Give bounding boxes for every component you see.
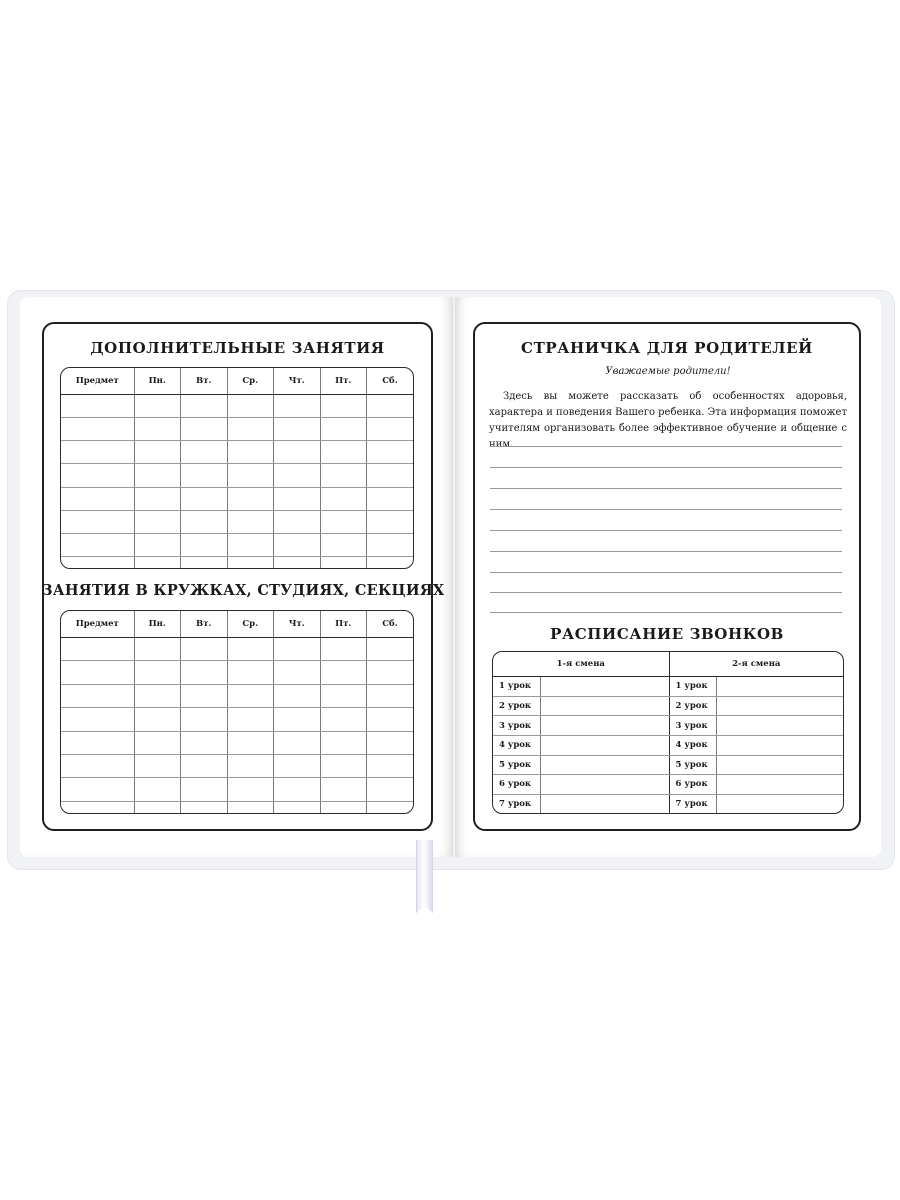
col-fri: Пт. xyxy=(320,611,367,638)
table-row xyxy=(61,533,413,556)
lesson-label: 7 урок xyxy=(493,794,540,813)
lesson-time-cell xyxy=(716,775,843,795)
clubs-table xyxy=(60,610,414,814)
table-row xyxy=(61,556,413,568)
lesson-label: 5 урок xyxy=(493,755,540,775)
table-row xyxy=(61,661,413,684)
lesson-time-cell xyxy=(540,716,669,736)
writing-line xyxy=(490,612,842,613)
lesson-time-cell xyxy=(540,677,669,697)
writing-line xyxy=(490,467,842,468)
table-row xyxy=(493,775,843,795)
col-thu: Чт. xyxy=(274,611,321,638)
col-sat: Сб. xyxy=(367,368,414,395)
table-row xyxy=(61,638,413,661)
lesson-label: 4 урок xyxy=(493,735,540,755)
table-row xyxy=(61,395,413,418)
parents-page-title: СТРАНИЧКА ДЛЯ РОДИТЕЛЕЙ xyxy=(521,339,813,357)
lesson-label: 6 урок xyxy=(493,775,540,795)
lesson-label: 3 урок xyxy=(669,716,716,736)
table-row xyxy=(493,794,843,813)
bookmark-ribbon xyxy=(416,840,433,913)
lesson-label: 2 урок xyxy=(493,696,540,716)
table-row xyxy=(61,754,413,777)
writing-line xyxy=(490,592,842,593)
table-row xyxy=(61,487,413,510)
table-header-row xyxy=(61,368,413,395)
writing-line xyxy=(490,488,842,489)
col-mon: Пн. xyxy=(134,368,181,395)
intro-paragraph: Здесь вы можете рассказать об особенностях адоровья, характера и поведения Вашего ребенка. Эта информация поможет учителям организовать более эффективное обучение и общение с ним. xyxy=(489,391,847,450)
extra-classes-title: ДОПОЛНИТЕЛЬНЫЕ ЗАНЯТИЯ xyxy=(90,339,385,357)
table-row xyxy=(493,755,843,775)
col-wed: Ср. xyxy=(227,368,274,395)
lesson-time-cell xyxy=(540,696,669,716)
writing-line xyxy=(490,509,842,510)
lesson-time-cell xyxy=(540,735,669,755)
table-row xyxy=(61,708,413,731)
table-row xyxy=(493,735,843,755)
col-thu: Чт. xyxy=(274,368,321,395)
lesson-time-cell xyxy=(540,755,669,775)
writing-line xyxy=(490,530,842,531)
writing-line xyxy=(490,446,842,447)
table-row xyxy=(61,510,413,533)
table-row xyxy=(61,778,413,801)
col-tue: Вт. xyxy=(181,368,228,395)
table-row xyxy=(493,716,843,736)
table-row xyxy=(493,677,843,697)
greeting-text: Уважаемые родители! xyxy=(605,366,731,377)
table-header-row xyxy=(61,611,413,638)
col-subject: Предмет xyxy=(61,611,134,638)
table-row xyxy=(61,684,413,707)
col-sat: Сб. xyxy=(367,611,414,638)
bells-schedule-table xyxy=(492,651,844,814)
bells-schedule-title: РАСПИСАНИЕ ЗВОНКОВ xyxy=(550,625,784,643)
lesson-label: 1 урок xyxy=(669,677,716,697)
table-row xyxy=(493,696,843,716)
lesson-label: 5 урок xyxy=(669,755,716,775)
col-mon: Пн. xyxy=(134,611,181,638)
extra-classes-table xyxy=(60,367,414,569)
lesson-time-cell xyxy=(540,794,669,813)
lesson-label: 3 урок xyxy=(493,716,540,736)
table-row xyxy=(61,418,413,441)
table-row xyxy=(61,801,413,813)
table-header-row xyxy=(493,652,843,677)
col-fri: Пт. xyxy=(320,368,367,395)
writing-line xyxy=(490,551,842,552)
table-row xyxy=(61,441,413,464)
lesson-time-cell xyxy=(716,755,843,775)
lesson-time-cell xyxy=(716,696,843,716)
lesson-time-cell xyxy=(716,735,843,755)
lesson-label: 1 урок xyxy=(493,677,540,697)
lesson-time-cell xyxy=(540,775,669,795)
lesson-time-cell xyxy=(716,794,843,813)
writing-line xyxy=(490,572,842,573)
col-tue: Вт. xyxy=(181,611,228,638)
table-row xyxy=(61,731,413,754)
shift-2-header: 2-я смена xyxy=(669,652,843,677)
lesson-label: 2 урок xyxy=(669,696,716,716)
shift-1-header: 1-я смена xyxy=(493,652,669,677)
lesson-time-cell xyxy=(716,716,843,736)
lesson-label: 6 урок xyxy=(669,775,716,795)
lesson-time-cell xyxy=(716,677,843,697)
lesson-label: 4 урок xyxy=(669,735,716,755)
col-wed: Ср. xyxy=(227,611,274,638)
table-row xyxy=(61,464,413,487)
col-subject: Предмет xyxy=(61,368,134,395)
clubs-title: ЗАНЯТИЯ В КРУЖКАХ, СТУДИЯХ, СЕКЦИЯХ xyxy=(42,582,445,599)
lesson-label: 7 урок xyxy=(669,794,716,813)
